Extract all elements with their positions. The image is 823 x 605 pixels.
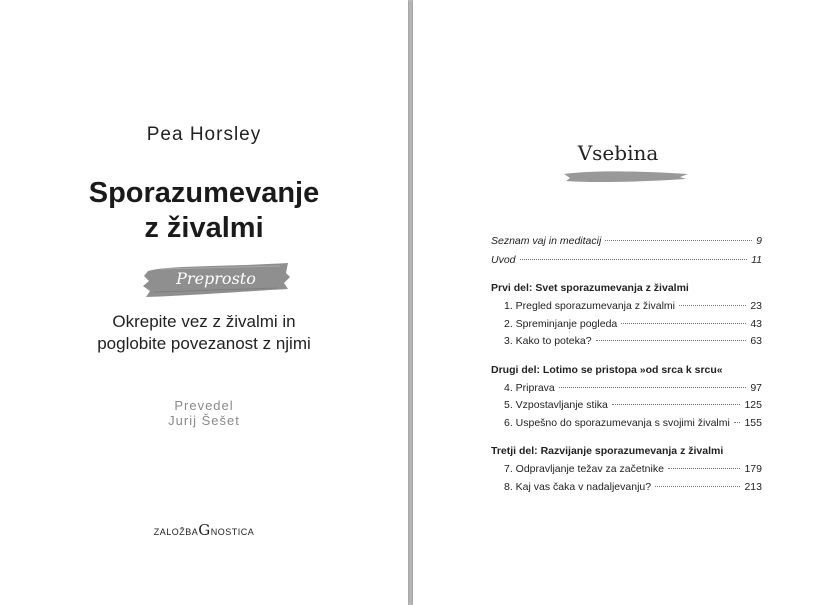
toc-entry-page: 125 — [744, 399, 762, 411]
toc-entry — [504, 382, 762, 394]
toc-entry-page: 9 — [756, 235, 762, 247]
tag-label: Preprosto — [176, 269, 256, 288]
toc-entry-page: 97 — [750, 381, 762, 394]
left-page — [0, 0, 408, 605]
publisher-logo — [0, 521, 408, 539]
leader-dots — [559, 387, 747, 388]
leader-dots — [596, 340, 747, 341]
toc-entry — [504, 399, 762, 411]
toc-entry — [504, 335, 762, 347]
toc-entry-title: Seznam vaj in meditacij — [491, 235, 602, 247]
book-title — [0, 176, 408, 246]
publisher-initial: G — [198, 521, 211, 539]
publisher-suffix: NOSTICA — [210, 527, 255, 537]
subtitle-line-1: Okrepite vez z živalmi in — [112, 312, 296, 331]
toc-entry-title: 6. Uspešno do sporazumevanja s svojimi živalmi — [504, 416, 730, 429]
toc-entry-title: 1. Pregled sporazumevanja z živalmi — [504, 300, 675, 312]
toc-section-title: Drugi del: Lotimo se pristopa »od srca k srcu« — [491, 363, 723, 376]
toc-section-title: Prvi del: Svet sporazumevanja z živalmi — [491, 282, 689, 294]
toc-entry-title: Uvod — [491, 254, 516, 266]
leader-dots — [612, 404, 741, 405]
toc-entry-page: 23 — [750, 300, 762, 312]
leader-dots — [655, 486, 740, 487]
leader-dots — [679, 305, 746, 306]
leader-dots — [668, 468, 741, 469]
toc-entry-page: 213 — [744, 480, 762, 493]
toc-entry — [504, 300, 762, 312]
author-name: Pea Horsley — [146, 124, 262, 145]
toc-entry — [504, 318, 762, 330]
toc-entry — [504, 481, 762, 493]
toc-entry-page: 63 — [750, 335, 762, 347]
book-title-line-2: z živalmi — [144, 212, 264, 244]
leader-dots — [734, 422, 741, 423]
toc-entry-title: 3. Kako to poteka? — [504, 335, 592, 347]
subtitle-line-2: poglobite povezanost z njimi — [97, 334, 311, 353]
book-subtitle — [0, 311, 408, 355]
toc-entry-page: 179 — [744, 463, 762, 475]
publisher-prefix: ZALOŽBA — [153, 527, 199, 537]
translator-label: Prevedel — [174, 398, 234, 413]
toc-entry — [504, 417, 762, 429]
translator-credit — [0, 398, 408, 428]
translator-name: Jurij Šešet — [168, 413, 240, 428]
leader-dots — [605, 240, 752, 241]
toc-entry — [504, 463, 762, 475]
toc-entry-title: 8. Kaj vas čaka v nadaljevanju? — [504, 480, 652, 493]
toc-entry-title: 2. Spreminjanje pogleda — [504, 317, 618, 330]
book-title-line-1: Sporazumevanje — [88, 177, 320, 209]
heading-brush-stroke — [562, 168, 690, 184]
toc-entry-title: 7. Odpravljanje težav za začetnike — [504, 463, 664, 475]
leader-dots — [520, 259, 748, 260]
tag-brush-banner — [140, 261, 292, 299]
toc-entry-page: 43 — [750, 317, 762, 330]
toc-heading: Vsebina — [577, 141, 659, 165]
toc-entry-page: 155 — [744, 416, 762, 429]
leader-dots — [621, 323, 746, 324]
toc-entry — [491, 254, 762, 266]
toc-entry-title: 4. Priprava — [504, 381, 555, 394]
toc-entry-title: 5. Vzpostavljanje stika — [504, 399, 608, 411]
toc-entry-page: 11 — [751, 254, 762, 266]
toc-section-title: Tretji del: Razvijanje sporazumevanja z živalmi — [491, 445, 724, 457]
toc-entry — [491, 235, 762, 247]
